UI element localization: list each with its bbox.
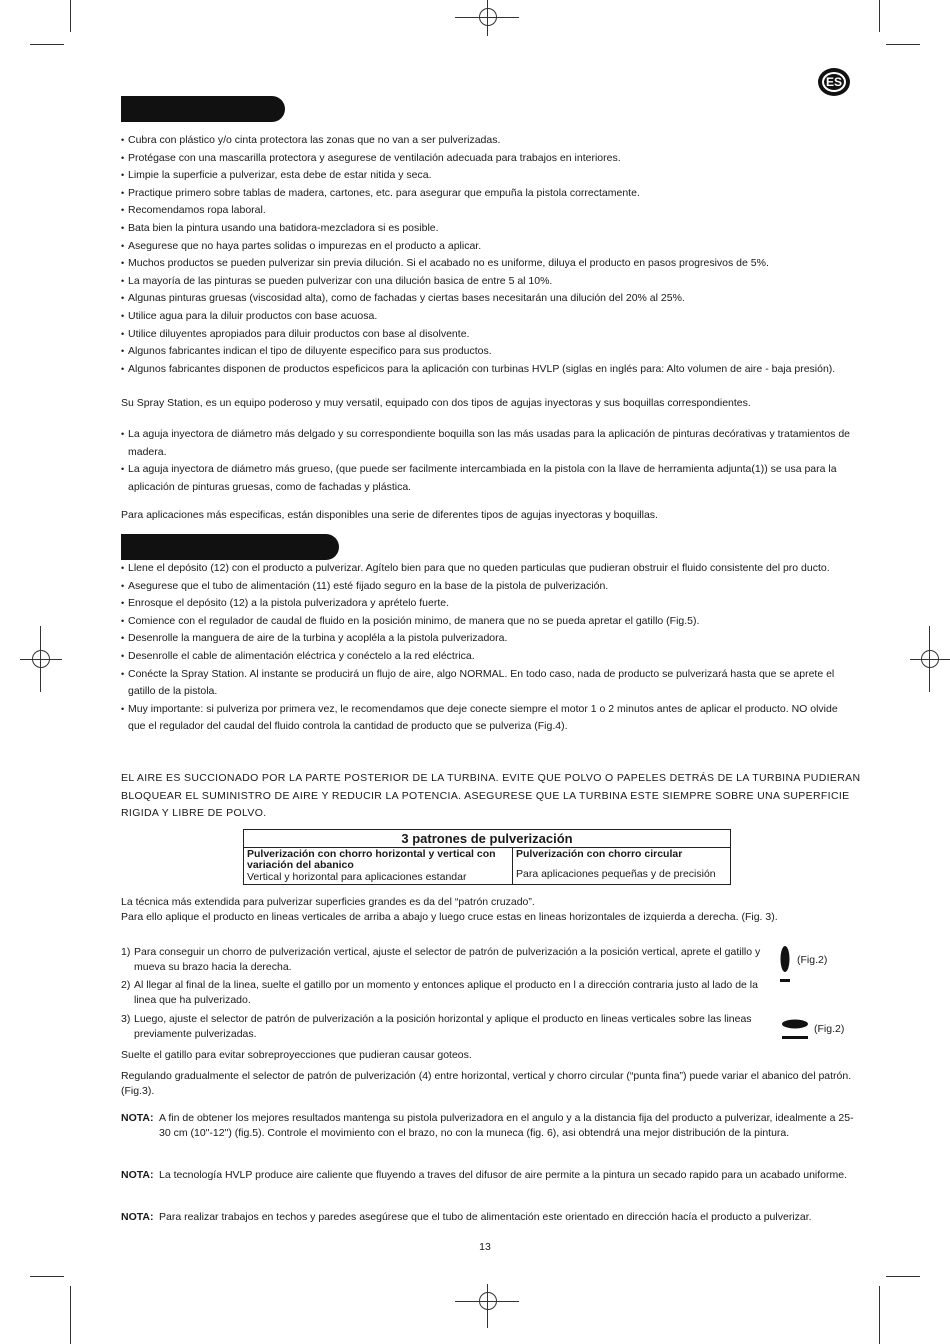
note-text: La tecnología HVLP produce aire caliente que fluyendo a traves del difusor de aire permite a la pintura un secado rapido para un acabado uniforme. (159, 1169, 848, 1181)
list-item: • Bata bien la pintura usando una batidora-mezcladora si es posible. (121, 220, 856, 238)
technique-line-1: La técnica más extendida para pulverizar superficies grandes es da del “patrón cruzado”. (121, 896, 535, 908)
table-cell (244, 848, 513, 885)
list-item: • Protégase con una mascarilla protectora y asegurese de ventilación adecuada para trabajos en interiores. (121, 150, 856, 168)
list-item: • Llene el depósito (12) con el producto a pulverizar. Agítelo bien para que no queden particulas que pudieran obstruir el fluido consistente del pro ducto. (121, 560, 856, 578)
list-item: • Asegurese que el tubo de alimentación (11) esté fijado seguro en la base de la pistola de pulverización. (121, 578, 856, 596)
list-item: • Limpie la superficie a pulverizar, esta debe de estar nitida y seca. (121, 167, 856, 185)
needle-list (121, 426, 856, 496)
list-item: • La mayoría de las pinturas se pueden pulverizar con una dilución basica de entre 5 al 10%. (121, 273, 856, 291)
fig-label-vertical: (Fig.2) (797, 954, 828, 966)
vertical-spray-pattern-icon (778, 945, 792, 985)
note-label: NOTA: (121, 1211, 154, 1223)
note-label: NOTA: (121, 1112, 154, 1124)
release-trigger-paragraph: Suelte el gatillo para evitar sobreproyecciones que pudieran causar goteos. (121, 1049, 472, 1061)
specific-applications-paragraph: Para aplicaciones más especificas, están disponibles una serie de diferentes tipos de agujas inyectoras y boquillas. (121, 509, 658, 521)
technique-line-2: Para ello aplique el producto en lineas verticales de arriba a abajo y luego cruce estas en lineas horizontales de izquierda a derecha. (Fig. 3). (121, 911, 778, 923)
table-cell (513, 848, 731, 885)
list-item: • Algunos fabricantes indican el tipo de diluyente especifico para sus productos. (121, 343, 856, 361)
operation-list (121, 560, 856, 736)
step-number: 2) (121, 979, 131, 991)
table-title: 3 patrones de pulverización (244, 830, 731, 848)
list-item: • Practique primero sobre tablas de madera, cartones, etc. para asegurar que empuña la pistola correctamente. (121, 185, 856, 203)
language-badge-text: ES (822, 72, 846, 92)
list-item: • Recomendamos ropa laboral. (121, 202, 856, 220)
list-item: • Muchos productos se pueden pulverizar sin previa dilución. Si el acabado no es uniforme, diluya el producto en pasos progresivos de 5%. (121, 255, 856, 273)
fig-label-horizontal: (Fig.2) (814, 1023, 845, 1035)
step-number: 3) (121, 1013, 131, 1025)
list-item: • Desenrolle el cable de alimentación eléctrica y conéctelo a la red eléctrica. (121, 648, 856, 666)
note-text: Para realizar trabajos en techos y paredes asegúrese que el tubo de alimentación este orientado en dirección hacía el producto a pulverizar. (159, 1211, 812, 1223)
list-item: • Desenrolle la manguera de aire de la turbina y acopléla a la pistola pulverizadora. (121, 630, 856, 648)
list-item: • Muy importante: si pulveriza por primera vez, le recomendamos que deje conecte siempre el motor 1 o 2 minutos antes de aplicar el producto. NO olvide que el regulador del caudal del fluido controla la cantidad de producto que se pulveriza (Fig.4). (121, 701, 856, 736)
list-item: • Utilice agua para la diluir productos con base acuosa. (121, 308, 856, 326)
page-number: 13 (479, 1241, 491, 1253)
preparation-list (121, 132, 856, 378)
section-header-bar-2 (121, 534, 339, 560)
list-item: • Algunos fabricantes disponen de productos espeficicos para la aplicación con turbinas HVLP (siglas en inglés para: Alto volumen de aire - baja presión). (121, 361, 856, 379)
list-item: • Enrosque el depósito (12) a la pistola pulverizadora y aprételo fuerte. (121, 595, 856, 613)
section-header-bar-1 (121, 96, 285, 122)
horizontal-spray-pattern-icon (780, 1019, 812, 1043)
list-item: • La aguja inyectora de diámetro más delgado y su correspondiente boquilla son las más usadas para la aplicación de pinturas decórativas y tratamientos de madera. (121, 426, 856, 461)
list-item: • Algunas pinturas gruesas (viscosidad alta), como de fachadas y ciertas bases necesitarán una dilución del 20% al 25%. (121, 290, 856, 308)
table-col2-body: Para aplicaciones pequeñas y de precisión (516, 868, 716, 880)
spray-patterns-table (243, 829, 731, 885)
step-2 (121, 978, 771, 1007)
note-2 (121, 1168, 856, 1183)
regulating-paragraph: Regulando gradualmente el selector de patrón de pulverización (4) entre horizontal, vertical y chorro circular (“punta fina”) puede variar el abanico del patrón. (Fig.3). (121, 1070, 852, 1097)
air-warning-paragraph: EL AIRE ES SUCCIONADO POR LA PARTE POSTERIOR DE LA TURBINA. EVITE QUE POLVO O PAPELES DETRÁS DE LA TURBINA PUDIERAN BLOQUEAR EL SUMINISTRO DE AIRE Y REDUCIR LA POTENCIA. ASEGURESE QUE LA TURBINA ESTE SIEMPRE SOBRE UNA SUPERFICIE RIGIDA Y LIBRE DE POLVO. (121, 772, 861, 820)
list-item: • Asegurese que no haya partes solidas o impurezas en el producto a aplicar. (121, 238, 856, 256)
table-col2-heading: Pulverización con chorro circular (516, 848, 683, 860)
step-1 (121, 945, 771, 974)
note-label: NOTA: (121, 1169, 154, 1181)
step-text: Para conseguir un chorro de pulverización vertical, ajuste el selector de patrón de pulverización a la posición vertical, aprete el gatillo y mueva su brazo hacia la derecha. (134, 946, 761, 973)
step-number: 1) (121, 946, 131, 958)
list-item: • Cubra con plástico y/o cinta protectora las zonas que no van a ser pulverizadas. (121, 132, 856, 150)
list-item: • Comience con el regulador de caudal de fluido en la posición minimo, de manera que no se pueda apretar el gatillo (Fig.5). (121, 613, 856, 631)
list-item: • Utilice diluyentes apropiados para diluir productos con base al disolvente. (121, 326, 856, 344)
table-col1-body: Vertical y horizontal para aplicaciones estandar (247, 871, 467, 883)
step-text: Al llegar al final de la linea, suelte el gatillo por un momento y entonces aplique el producto en l a dirección contraria justo al lado de la linea que ha pulverizado. (134, 979, 758, 1006)
note-3 (121, 1210, 856, 1225)
note-text: A fin de obtener los mejores resultados mantenga su pistola pulverizadora en el angulo y a la distancia fija del producto a pulverizar, idealmente a 25-30 cm (10"-12") (fig.5). Controle el movimiento con el brazo, no con la muneca (fig. 6), asi obtendrá una mejor distribución de la pintura. (159, 1112, 854, 1139)
step-3 (121, 1012, 771, 1041)
step-text: Luego, ajuste el selector de patrón de pulverización a la posición horizontal y aplique el producto en lineas verticales sobre las lineas previamente pulverizadas. (134, 1013, 752, 1040)
list-item: • La aguja inyectora de diámetro más grueso, (que puede ser facilmente intercambiada en la pistola con la llave de herramienta adjunta(1)) se usa para la aplicación de pinturas gruesas, como de fachadas y plástica. (121, 461, 856, 496)
list-item: • Conécte la Spray Station. Al instante se producirá un flujo de aire, algo NORMAL. En todo caso, nada de producto se pulverizará hasta que se aprete el gatillo de la pistola. (121, 666, 856, 701)
language-badge (818, 68, 850, 96)
spray-station-paragraph: Su Spray Station, es un equipo poderoso y muy versatil, equipado con dos tipos de agujas inyectoras y sus boquillas correspondientes. (121, 397, 751, 409)
note-1 (121, 1111, 856, 1140)
table-col1-heading: Pulverización con chorro horizontal y vertical con variación del abanico (247, 848, 496, 871)
